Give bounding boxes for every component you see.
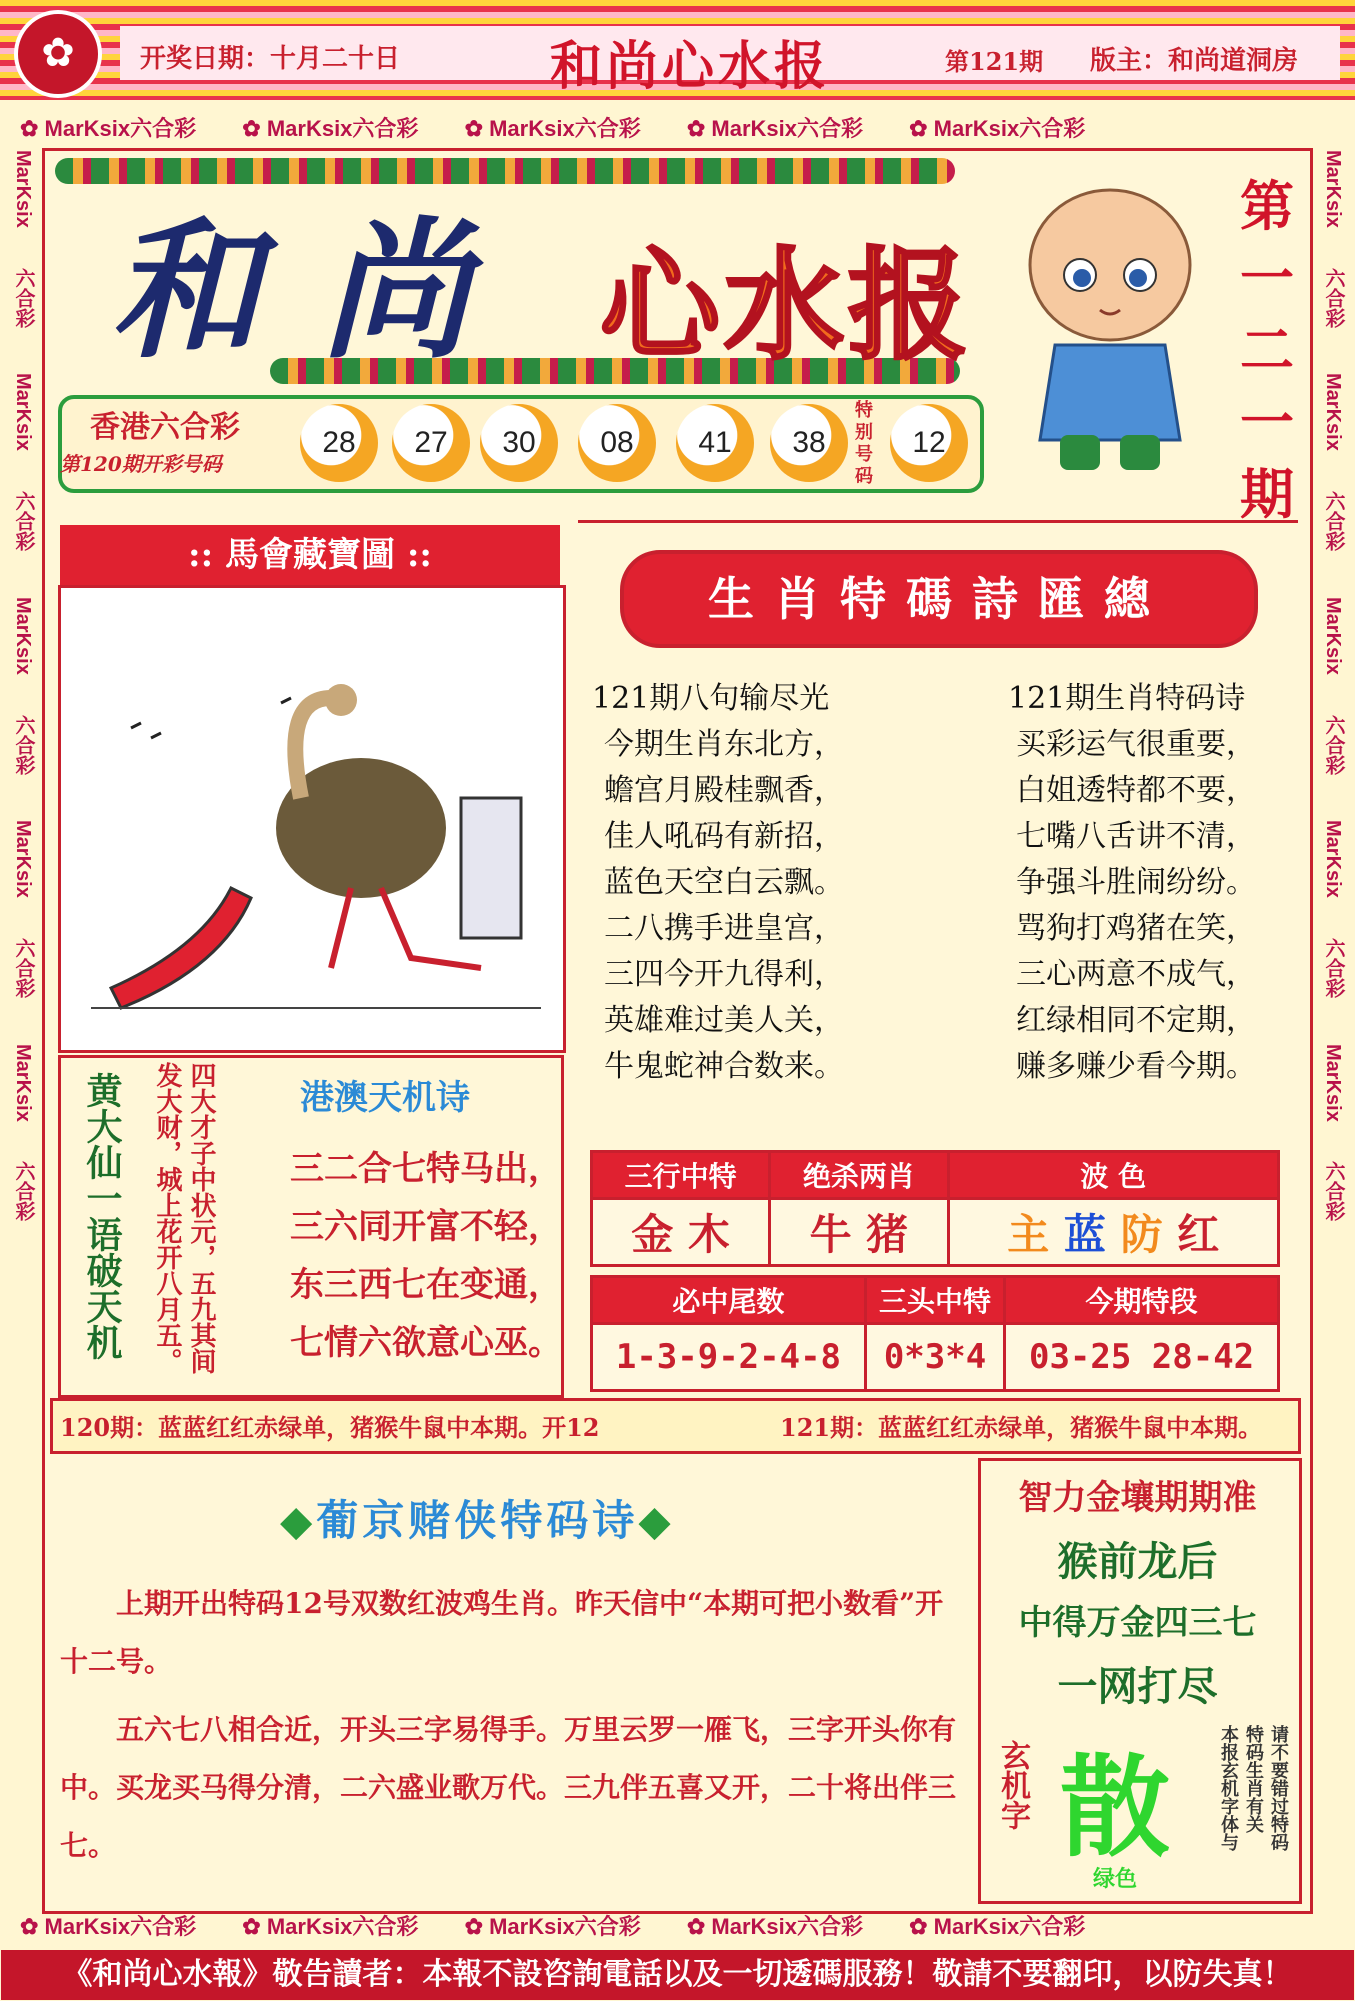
poem-line: 买彩运气很重要， xyxy=(1016,727,1256,762)
gambler-para1: 上期开出特码12号双数红波鸡生肖。昨天信中“本期可把小数看”开十二号。 xyxy=(60,1587,944,1678)
issue-vertical: 第一二一期 xyxy=(1240,174,1294,526)
poem-left-heading: 121期八句输尽光 xyxy=(592,681,830,716)
special-label: 特别号码 xyxy=(855,400,873,487)
lottery-name: 香港六合彩 xyxy=(90,410,240,445)
gangao-line: 东三西七在变通， xyxy=(290,1265,562,1305)
special-ball: 12 xyxy=(890,404,968,482)
diamond-icon: ◆ xyxy=(280,1496,317,1545)
xuanji-note-2: 特码生肖有关 xyxy=(1243,1725,1264,1833)
wisdom-line-3: 中得万金四三七 xyxy=(1018,1603,1257,1643)
header-title: 和尚心水报 xyxy=(550,36,831,97)
gangao-line: 七情六欲意心巫。 xyxy=(290,1323,562,1363)
gangao-poem xyxy=(290,1140,562,1372)
ball-6: 38 xyxy=(770,404,848,482)
poem-line: 骂狗打鸡猪在笑， xyxy=(1016,911,1256,946)
huang-daxian-text: 四大才子中状元，五九其间发大财，城上花开八月五。 xyxy=(152,1062,216,1374)
wave-cell: 主 蓝 防 红 xyxy=(948,1199,1279,1266)
treasure-title: :: 馬會藏寶圖 :: xyxy=(60,525,560,585)
gambler-text xyxy=(60,1575,960,1875)
ball-1: 28 xyxy=(300,404,378,482)
gangao-line: 三二合七特马出， xyxy=(290,1149,562,1189)
gangao-line: 三六同开富不轻， xyxy=(290,1207,562,1247)
lottery-issue: 第120期开彩号码 xyxy=(60,452,222,476)
border-bottom: ✿ MarKsix六合彩 ✿ MarKsix六合彩 ✿ MarKsix六合彩 ✿ MarKsix六合彩 ✿ MarKsix六合彩 xyxy=(20,1914,1086,1939)
poem-line: 三心两意不成气， xyxy=(1016,957,1256,992)
wisdom-line-1: 智力金壤期期准 xyxy=(1018,1478,1257,1518)
poem-right xyxy=(1008,676,1298,1090)
masthead-xinshui: 心水报 xyxy=(600,235,972,376)
hk-emblem-icon: ✿ xyxy=(14,10,102,98)
poem-line: 七嘴八舌讲不清， xyxy=(1016,819,1256,854)
prediction-table-2 xyxy=(590,1275,1280,1392)
ball-3: 30 xyxy=(480,404,558,482)
poem-right-heading: 121期生肖特码诗 xyxy=(1008,681,1246,716)
gambler-title: ◆葡京赌侠特码诗◆ xyxy=(280,1496,675,1545)
header-cell: 必中尾数 xyxy=(592,1277,866,1324)
masthead-heshang: 和尚 xyxy=(110,203,531,379)
wisdom-line-4: 一网打尽 xyxy=(1057,1663,1218,1710)
prediction-table-1 xyxy=(590,1150,1280,1267)
xuanji-note-3: 本报玄机字体与 xyxy=(1218,1725,1239,1851)
value-cell: 金 木 xyxy=(592,1199,770,1266)
huang-daxian-title: 黄大仙一语破天机 xyxy=(81,1072,123,1360)
zodiac-poem-title: 生肖特碼詩匯總 xyxy=(620,550,1258,648)
xuanji-color: 绿色 xyxy=(1092,1866,1137,1892)
diamond-icon: ◆ xyxy=(638,1496,675,1545)
ball-2: 27 xyxy=(392,404,470,482)
poem-line: 蟾宫月殿桂飘香， xyxy=(604,773,844,808)
ticker-right: 121期：蓝蓝红红赤绿单，猪猴牛鼠中本期。 xyxy=(780,1413,1263,1442)
header-cell: 三头中特 xyxy=(865,1277,1004,1324)
poem-line: 佳人吼码有新招， xyxy=(604,819,844,854)
poem-line: 白姐透特都不要， xyxy=(1016,773,1256,808)
divider xyxy=(578,520,1298,524)
gambler-para2: 五六七八相合近，开头三字易得手。万里云罗一雁飞，三字开头你有中。买龙买马得分清，二六盛业歌万代。三九伴五喜又开，二十将出伴三七。 xyxy=(60,1713,957,1862)
poem-line: 赚多赚少看今期。 xyxy=(1016,1049,1256,1084)
value-cell: 1-3-9-2-4-8 xyxy=(592,1324,866,1391)
header-issue: 第121期 xyxy=(945,47,1044,76)
border-top: ✿ MarKsix六合彩 ✿ MarKsix六合彩 ✿ MarKsix六合彩 ✿ MarKsix六合彩 ✿ MarKsix六合彩 xyxy=(20,116,1086,141)
top-banner xyxy=(0,0,1355,100)
ticker-left: 120期：蓝蓝红红赤绿单，猪猴牛鼠中本期。开12 xyxy=(60,1413,600,1442)
treasure-image-panel xyxy=(58,585,566,1053)
header-cell: 三行中特 xyxy=(592,1152,770,1199)
ball-4: 08 xyxy=(578,404,656,482)
header-cell: 波 色 xyxy=(948,1152,1279,1199)
poem-line: 三四今开九得利， xyxy=(604,957,844,992)
monk-mascot-icon xyxy=(1010,180,1210,480)
xuanji-note-1: 请不要错过特码 xyxy=(1268,1725,1289,1851)
poem-line: 争强斗胜闹纷纷。 xyxy=(1016,865,1256,900)
border-right: MarKsix六合彩 MarKsix六合彩 MarKsix六合彩 MarKsix六合彩 MarKsix六合彩 xyxy=(1322,150,1344,1222)
value-cell: 0*3*4 xyxy=(865,1324,1004,1391)
poem-line: 蓝色天空白云飘。 xyxy=(604,865,844,900)
header-editor: 版主：和尚道洞房 xyxy=(1090,46,1299,76)
border-left: MarKsix六合彩 MarKsix六合彩 MarKsix六合彩 MarKsix六合彩 MarKsix六合彩 xyxy=(12,150,34,1222)
xuanji-char: 散 xyxy=(1060,1743,1170,1872)
poem-line: 牛鬼蛇神合数来。 xyxy=(604,1049,844,1084)
header-cell: 绝杀两肖 xyxy=(770,1152,948,1199)
xuanji-label: 玄机字 xyxy=(995,1740,1030,1830)
poem-line: 今期生肖东北方， xyxy=(604,727,844,762)
ball-5: 41 xyxy=(676,404,754,482)
poem-left xyxy=(592,676,922,1090)
value-cell: 牛 猪 xyxy=(770,1199,948,1266)
footer-notice: 《和尚心水報》敬告讀者：本報不設咨詢電話以及一切透碼服務！敬請不要翻印，以防失真！ xyxy=(1,1950,1354,2000)
draw-date: 开奖日期：十月二十日 xyxy=(140,44,401,74)
ostrich-cartoon-icon xyxy=(61,588,561,1048)
header-cell: 今期特段 xyxy=(1005,1277,1279,1324)
value-cell: 03-25 28-42 xyxy=(1005,1324,1279,1391)
poem-line: 英雄难过美人关， xyxy=(604,1003,844,1038)
poem-line: 红绿相同不定期， xyxy=(1016,1003,1256,1038)
wisdom-line-2: 猴前龙后 xyxy=(1057,1538,1218,1585)
gangao-title: 港澳天机诗 xyxy=(300,1078,470,1118)
poem-line: 二八携手进皇宫， xyxy=(604,911,844,946)
